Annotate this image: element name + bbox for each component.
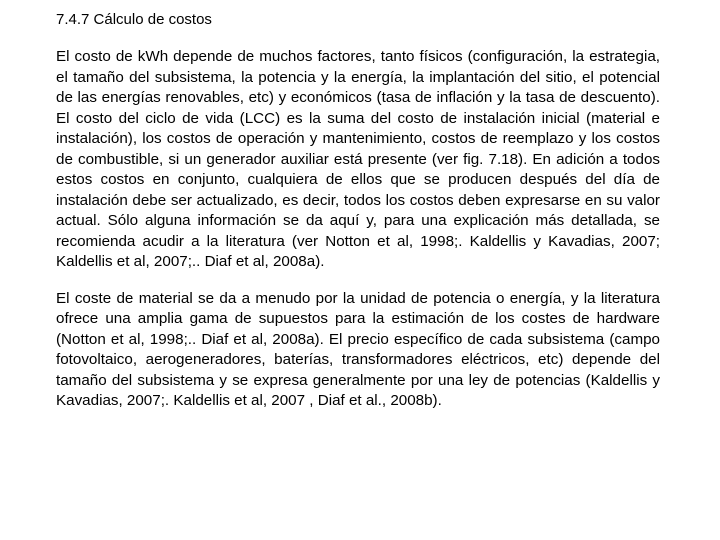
paragraph-material-cost: El coste de material se da a menudo por la unidad de potencia o energía, y la literatura ofrece una amplia gama de supuestos para la estimación de los costes de hardware (Notton et al, 1998;.. Diaf et al, 2008a). El precio específico de cada subsistema (campo fotovoltaico, aerogeneradores, baterías, transformadores eléctricos, etc) depende del tamaño del subsistema y se expresa generalmente por una ley de potencias (Kaldellis y Kavadias, 2007;. Kaldellis et al, 2007 , Diaf et al., 2008b). <box>56 289 660 409</box>
paragraph-cost-factors: El costo de kWh depende de muchos factores, tanto físicos (configuración, la estrategia, el tamaño del subsistema, la potencia y la energía, la implantación del sitio, el potencial de las energías renovables, etc) y económicos (tasa de inflación y la tasa de descuento). El costo del ciclo de vida (LCC) es la suma del costo de instalación inicial (material e instalación), los costos de operación y mantenimiento, costos de reemplazo y los costos de combustible, si un generador auxiliar está presente (ver fig. 7.18). En adición a todos estos costos en conjunto, cualquiera de ellos que se producen después del día de instalación debe ser actualizado, es decir, todos los costos deben expresarse en su valor actual. Sólo alguna información se da aquí y, para una explicación más detallada, se recomienda acudir a la literatura (ver Notton et al, 1998;. Kaldellis y Kavadias, 2007; Kaldellis et al, 2007;.. Diaf et al, 2008a). <box>56 48 660 270</box>
document-page <box>56 10 660 428</box>
section-title: 7.4.7 Cálculo de costos <box>56 11 212 28</box>
